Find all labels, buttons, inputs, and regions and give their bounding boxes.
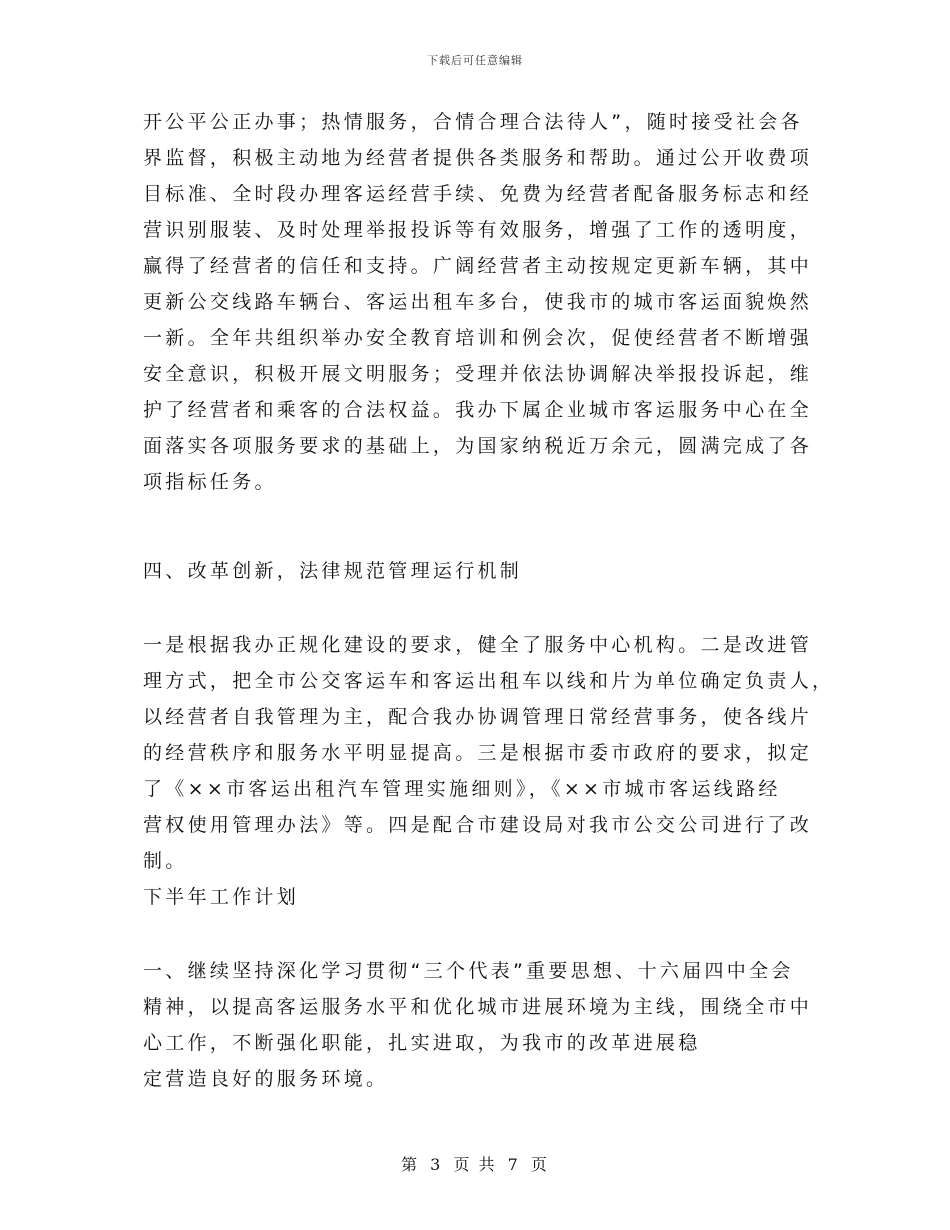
footer-middle: 页 共 (453, 1155, 497, 1174)
total-pages: 7 (507, 1155, 520, 1174)
text-line: 目标准、全时段办理客运经营手续、免费为经营者配备服务标志和经 (143, 183, 813, 205)
text-line: 制。 (143, 850, 188, 872)
text-line: 以经营者自我管理为主，配合我办协调管理日常经营事务，使各线片 (143, 706, 813, 728)
text-line: 赢得了经营者的信任和支持。广阔经营者主动按规定更新车辆，其中 (143, 255, 813, 277)
subheading-plan: 下半年工作计划 (143, 886, 300, 908)
footer-prefix: 第 (401, 1155, 420, 1174)
text-line: 定营造良好的服务环境。 (143, 1068, 389, 1090)
text-line: 一是根据我办正规化建设的要求，健全了服务中心机构。二是改进管 (143, 634, 813, 656)
text-line: 安全意识，积极开展文明服务；受理并依法协调解决举报投诉起，维 (143, 363, 813, 385)
footer-suffix: 页 (530, 1155, 549, 1174)
text-line: 面落实各项服务要求的基础上，为国家纳税近万余元，圆满完成了各 (143, 435, 813, 457)
page-footer (0, 1152, 950, 1175)
text-line: 界监督，积极主动地为经营者提供各类服务和帮助。通过公开收费项 (143, 147, 813, 169)
text-line: 一新。全年共组织举办安全教育培训和例会次，促使经营者不断增强 (143, 327, 813, 349)
paragraph-2 (143, 627, 835, 915)
page-header: 下载后可任意编辑 (427, 54, 523, 67)
text-line: 精神，以提高客运服务水平和优化城市进展环境为主线，围绕全市中 (143, 996, 813, 1018)
text-line: 营识别服装、及时处理举报投诉等有效服务，增强了工作的透明度， (143, 219, 813, 241)
text-line: 了《××市客运出租汽车管理实施细则》，《××市城市客运线路经 (143, 778, 781, 800)
paragraph-3 (143, 953, 813, 1097)
text-line: 营权使用管理办法》等。四是配合市建设局对我市公交公司进行了改 (143, 814, 813, 836)
text-line: 心工作，不断强化职能，扎实进取，为我市的改革进展稳 (143, 1032, 701, 1054)
text-line: 项指标任务。 (143, 471, 277, 493)
text-line: 的经营秩序和服务水平明显提高。三是根据市委市政府的要求，拟定 (143, 742, 813, 764)
section-heading-4 (143, 553, 808, 589)
text-line: 更新公交线路车辆台、客运出租车多台，使我市的城市客运面貌焕然 (143, 291, 813, 313)
text-line: 一、继续坚持深化学习贯彻“三个代表”重要思想、十六届四中全会 (143, 960, 794, 982)
paragraph-1 (143, 104, 813, 500)
text-line: 护了经营者和乘客的合法权益。我办下属企业城市客运服务中心在全 (143, 399, 813, 421)
text-line: 开公平公正办事；热情服务，合情合理合法待人”，随时接受社会各 (143, 111, 803, 133)
text-line: 理方式，把全市公交客运车和客运出租车以线和片为单位确定负责人， (143, 670, 835, 692)
heading-text: 四、改革创新，法律规范管理运行机制 (143, 560, 523, 582)
page-number: 3 (430, 1155, 443, 1174)
